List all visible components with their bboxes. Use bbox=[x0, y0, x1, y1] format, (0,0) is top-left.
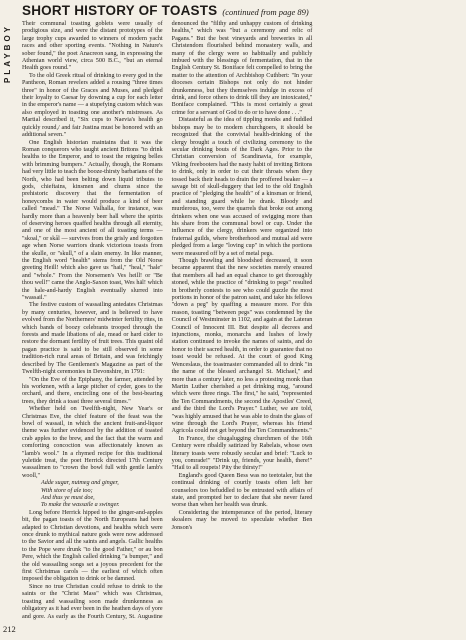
verse-line: And thus ye must doe, bbox=[41, 495, 95, 501]
verse-line: Adde sugar, nutmeg and ginger, bbox=[41, 480, 119, 487]
body-paragraph: Since no true Christian could refuse to drink to the saints or the "Christ Mass" which was Christmas, toasting and wassailing soon made drunkenness as obligatory as it had ever been in the heathen days of yore and gore. As early as the Fourth Century, St. Augustine denounced the "filthy and unhappy custom of drinking healths," which was "but a ceremony and relic of Pagans." But the best vineyards and breweries in all Christendom flourished behind monastery walls, and many of the clergy were so habitually and publicly imbued with the blessings of fermentation, that in the English Century St. Boniface felt compelled to bring the matter to the attention of Archbishop Cuthbert: "In your dioceses certain Bishops not only do not hinder drunkenness, but they themselves indulge in excess of drink, and force others to drink till they are intoxicated," Boniface complained. "This is most certainly a great crime for a servant of God to do or to have done . . ." bbox=[22, 21, 313, 620]
article-title: SHORT HISTORY OF TOASTS bbox=[22, 3, 218, 18]
body-paragraph: Their communal toasting goblets were usually of prodigious size, and were the distant prototypes of the large trophy cups awarded to winners of modern yacht races and other sporting events. "Nothing in Nature's sober found," the poet Anacreon sang, in expressing the Athenian world view, circa 500 B.C., "but an eternal Health goes round." bbox=[22, 21, 163, 72]
body-paragraph: Considering the intemperance of the period, literary skoalers may be moved to speculate whether Ben Jonson's bbox=[171, 509, 313, 531]
body-paragraph: The festive custom of wassailing antedates Christmas by many centuries, however, and is believed to have evolved from the Northerners' midwinter fertility rites, in which bands of boozy celebrants trooped through the forests and made libations of ale, mead or hard cider to restore the dormant fertility of fruit trees. This quaint old pagan practice is said to be still observed in some tradition-rich rural areas of Britain, and was fetchingly described by The Gentlemen's Magazine as part of the Twelfth-night ceremonies in Devonshire, in 1791: bbox=[22, 302, 163, 376]
verse-line: With store of ale too; bbox=[41, 487, 93, 494]
body-paragraph: In France, the chugalugging churchmen of the 16th Century were ribaldly satirized by Rabelais, whose own literary toasts were robustly secular and brief: "Luck to you, comrade!" "Drink up, friends, your health, there!" "Hail to all roupets! Pity the thirsty!" bbox=[171, 435, 313, 472]
page-number: 212 bbox=[3, 624, 16, 634]
article-body bbox=[22, 21, 462, 625]
continued-note: (continued from page 89) bbox=[222, 7, 309, 17]
body-paragraph: Distasteful as the idea of tippling monks and fuddled bishops may be to modern churchgoers, it should be recognized that the convivial health-drinking of the clergy brought a touch of civilizing ceremony to the secular drinking bouts of the Dark Ages. Prior to the Christian conversion of Scandinavia, for example, Viking freebooters had the nasty habit of inviting Britons to drink, only in order to cut their throats when they tossed back their heads to drain the proffered beaker — a savage bit of skull-duggery that led to the old English practice of "pledging the health" of a kinsman or friend, and standing guard while he drank. Bloody and murderous, too, were the quarrels that broke out among drinkers when one was accused of swigging more than his share from the communal bowl or cup. Under the influence of the clergy, drinkers were organized into fraternal guilds, where brotherhood and mutual aid were pledged from a large "loving cup" in which the portions were measured off by a set of metal pegs. bbox=[171, 117, 313, 257]
verse-line: To make the wassaile a swinger. bbox=[41, 502, 120, 509]
body-paragraph: Though brawling and bloodshed decreased, it soon became apparent that the new societies merely ensured that members all had an equal chance to get thoroughly stoned, while the practice of "drinking to pegs" resulted in brotherly contests to see who could guzzle the most portions in honor of the patron saint, and take his fellows "down a peg" by quaffing a measure more. For this reason, toasting "between pegs" was condemned by the Council of Westminster in 1102, and again at the Lateran Council of Innocent III. But despite all decrees and injunctions, monks, monarchs and lushes of lowly station continued to invoke the names of saints, and do honor to their sacred health, in order to guarantee that no toast would be refused. At the court of good King Wenceslaus, the toastmaster commanded all to drink "in the name of the blessed archangel St. Michael," and more than a century later, no less a protesting monk than Martin Luther cherished a pet drinking mug, "around which were three rings. The first," he said, "represented the Ten Commandments, the second the Apostles' Creed, and the third the Lord's Prayer." Luther, we are told, "was highly amused that he was able to drain the glass of wine through the Lord's Prayer, whereas his friend Agricola could not get beyond the Ten Commandments." bbox=[171, 258, 313, 435]
magazine-name: PLAYBOY bbox=[3, 24, 12, 83]
body-paragraph: Whether held on Twelfth-night, New Year's or Christmas Eve, the chief feature of the feast was the bowl of wassail, in which the ancient fruit-and-liquor theme was further evidenced by the addition of toasted crab apples to the brew, and the fact that the warm and comforting concoction was affectionately known as "lamb's wool." In a rhymed recipe for this traditional yuletide treat, the poet Herrick directed 17th Century wassailmen to "crown the bowl full with gentle lamb's wooll," bbox=[22, 406, 163, 479]
body-paragraph: Long before Herrick hipped to the ginger-and-apples bit, the pagan toasts of the North Europeans had been adapted to Christian devotions, and healths which were once drunk to mythical nature gods were now addressed to the Savior and all the saints and angels. Gallic healths to the Pope were drunk "to the good Father," or au bon Pere, which the English called drinking "a bumper," and the old wassailing songs set a joyous precedent for the first Christmas carols — the earliest of which often imposed the obligation to drink or be damned. bbox=[22, 509, 163, 583]
body-paragraph: "On the Eve of the Epiphany, the farmer, attended by his workmen, with a large pitcher of cyder, goes to the orchard, and there, encircling one of the best-bearing trees, they drink a toast three several times." bbox=[22, 376, 163, 405]
article-header bbox=[22, 3, 462, 18]
body-paragraph: One English historian maintains that it was the Roman conquerors who taught ancient Britons "to drink healths to the Emperor, and to toast the reigning belles with brimming bumpers." Actually, though, the Romans had very little to teach the booze-thirsty barbarians of the North, who had been belting down liquid tributes to gods, chieftains, kinsmen and chums since the prehistoric discovery that the fermentation of honeycombs in water would produce a kind of beer called "mead." The Norse Valhalla, for instance, was hardly more than a heavenly beer hall where the spirits of deserving heroes quaffed healths through all eternity, and one of the most ancient of all toasting terms — "skoal," or skål — survives from the grisly and forgotten age when Norse warriors drank victorious toasts from the skulle, or "skull," of a slain enemy. In like manner, the English word "health" stems from the Old Norse greeting Heill! which also gave us "hail," "heal," "hale" and "whole." From the Norsemen's Ves heill! or "Be thou well!" came the Anglo-Saxon toast, Wes hāl! which the hale-and-hardy English eventually slurred into "wassail." bbox=[22, 139, 163, 302]
body-paragraph: England's good Queen Bess was no teetotaler, but the continual drinking of courtly toasts often left her counselors too befuddled to be entrusted with affairs of state, and prompted her to declare that she never fared worse than when her health was drunk. bbox=[171, 472, 313, 509]
body-paragraph: To the old Greek ritual of drinking to every god in the Pantheon, Roman revelers added a rousing "three times three" in honor of the Graces and Muses, and pledged their loyalty to Caesar by downing a cup for each letter in the emperor's name — a stupefying custom which was also employed in toasting one another's mistresses. As Martial described it, "Six cups to Naevia's health go quickly round,/ and fair Justina must be honored with an additional seven." bbox=[22, 72, 163, 139]
